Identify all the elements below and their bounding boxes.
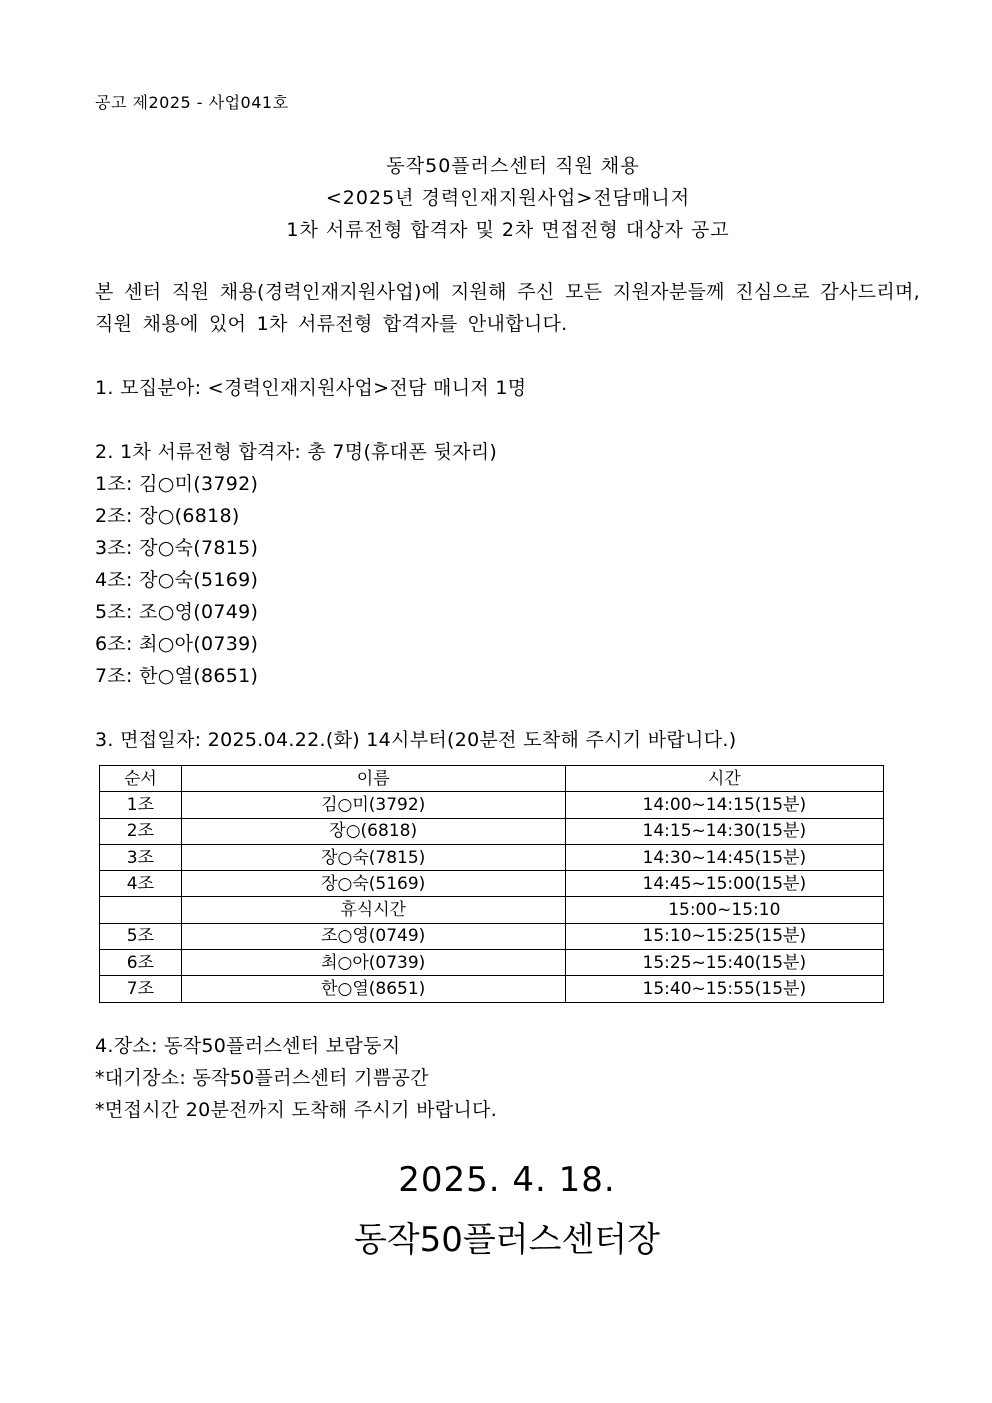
waiting-place-text: *대기장소: 동작50플러스센터 기쁨공간 [95, 1067, 429, 1089]
signer-title: 동작50플러스센터장 [353, 1220, 660, 1260]
cell-name: 김○미(3792) [181, 792, 565, 818]
notice-number: 공고 제2025 - 사업041호 [95, 93, 289, 112]
passer-item: 4조: 장○숙(5169) [95, 569, 259, 591]
cell-time: 15:10~15:25(15분) [565, 923, 883, 949]
table-row [100, 844, 884, 870]
cell-order: 1조 [100, 792, 182, 818]
header-order: 순서 [100, 766, 182, 792]
cell-name: 장○(6818) [181, 818, 565, 844]
passer-item: 1조: 김○미(3792) [95, 473, 259, 495]
header-name: 이름 [181, 766, 565, 792]
cell-time: 14:45~15:00(15분) [565, 871, 883, 897]
passer-list [95, 436, 497, 692]
passer-item: 3조: 장○숙(7815) [95, 537, 259, 559]
cell-name: 조○영(0749) [181, 923, 565, 949]
cell-order: 7조 [100, 976, 182, 1002]
cell-time: 14:30~14:45(15분) [565, 844, 883, 870]
interview-date-heading: 3. 면접일자: 2025.04.22.(화) 14시부터(20분전 도착해 주시기 바랍니다.) [95, 729, 737, 751]
cell-name: 장○숙(7815) [181, 844, 565, 870]
table-row-break [100, 897, 884, 923]
intro-paragraph: 본 센터 직원 채용(경력인재지원사업)에 지원해 주신 모든 지원자분들께 진심으로 감사드리며, 직원 채용에 있어 1차 서류전형 합격자를 안내합니다. [95, 281, 920, 335]
cell-name: 한○열(8651) [181, 976, 565, 1002]
cell-order: 2조 [100, 818, 182, 844]
passer-list-heading: 2. 1차 서류전형 합격자: 총 7명(휴대폰 뒷자리) [95, 441, 498, 463]
table-row [100, 871, 884, 897]
header-time: 시간 [565, 766, 883, 792]
place-text: 4.장소: 동작50플러스센터 보람둥지 [95, 1035, 401, 1057]
interview-date [95, 724, 736, 756]
cell-order: 3조 [100, 844, 182, 870]
arrival-notice-text: *면접시간 20분전까지 도착해 주시기 바랍니다. [95, 1099, 498, 1121]
location-info [95, 1030, 497, 1126]
cell-name: 장○숙(5169) [181, 871, 565, 897]
cell-order [100, 897, 182, 923]
interview-schedule-table [99, 765, 884, 1003]
passer-item: 2조: 장○(6818) [95, 505, 240, 527]
cell-name: 휴식시간 [181, 897, 565, 923]
recruit-field [95, 372, 526, 404]
table-row [100, 923, 884, 949]
passer-item: 6조: 최○아(0739) [95, 633, 259, 655]
table-row [100, 818, 884, 844]
title-line-3: 1차 서류전형 합격자 및 2차 면접전형 대상자 공고 [286, 219, 730, 241]
cell-time: 15:40~15:55(15분) [565, 976, 883, 1002]
cell-name: 최○아(0739) [181, 950, 565, 976]
cell-order: 6조 [100, 950, 182, 976]
passer-item: 7조: 한○열(8651) [95, 665, 259, 687]
table-row [100, 976, 884, 1002]
table-row [100, 950, 884, 976]
cell-time: 14:15~14:30(15분) [565, 818, 883, 844]
cell-time: 15:00~15:10 [565, 897, 883, 923]
passer-item: 5조: 조○영(0749) [95, 601, 259, 623]
table-header-row [100, 766, 884, 792]
notice-date: 2025. 4. 18. [398, 1160, 616, 1200]
notice-title [0, 150, 992, 246]
cell-order: 4조 [100, 871, 182, 897]
cell-time: 15:25~15:40(15분) [565, 950, 883, 976]
title-line-2: <2025년 경력인재지원사업>전담매니저 [325, 187, 691, 209]
recruit-field-text: 1. 모집분아: <경력인재지원사업>전담 매니저 1명 [95, 377, 527, 399]
cell-time: 14:00~14:15(15분) [565, 792, 883, 818]
title-line-1: 동작50플러스센터 직원 채용 [386, 155, 640, 177]
table-row [100, 792, 884, 818]
cell-order: 5조 [100, 923, 182, 949]
